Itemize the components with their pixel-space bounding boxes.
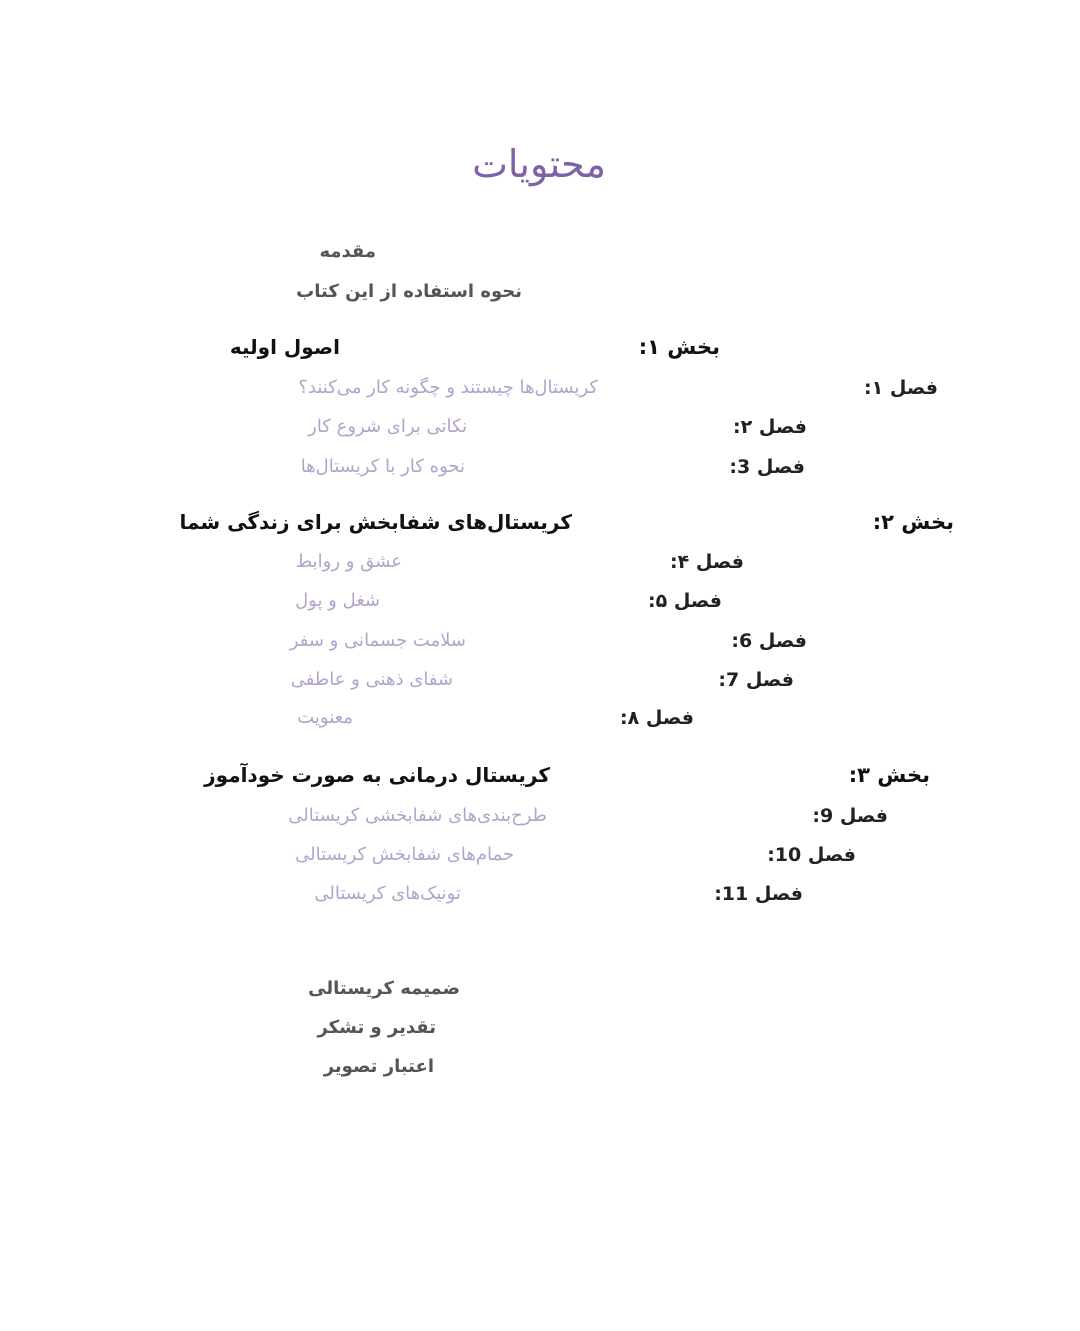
chapter-3-title[interactable]: نحوه کار با کریستال‌ها — [300, 456, 465, 477]
chapter-4-label[interactable]: فصل ۴: — [670, 551, 744, 573]
chapter-11-title[interactable]: تونیک‌های کریستالی — [314, 883, 461, 904]
back-item-appendix[interactable]: ضمیمه کریستالی — [308, 978, 460, 999]
front-item-intro[interactable]: مقدمه — [319, 241, 376, 262]
front-item-how-to-use[interactable]: نحوه استفاده از این کتاب — [296, 281, 522, 302]
chapter-1-label[interactable]: فصل ۱: — [864, 377, 938, 399]
chapter-9-label[interactable]: فصل 9: — [812, 805, 888, 827]
chapter-7-title[interactable]: شفای ذهنی و عاطفی — [290, 669, 453, 690]
part-1-title[interactable]: اصول اولیه — [229, 335, 340, 359]
chapter-5-label[interactable]: فصل ۵: — [648, 590, 722, 612]
page-title: محتویات — [472, 142, 606, 186]
back-item-image-credits[interactable]: اعتبار تصویر — [323, 1056, 434, 1077]
part-3-label[interactable]: بخش ۳: — [848, 763, 930, 787]
chapter-2-label[interactable]: فصل ۲: — [733, 416, 807, 438]
chapter-1-title[interactable]: کریستال‌ها چیستند و چگونه کار می‌کنند؟ — [298, 377, 598, 398]
chapter-10-label[interactable]: فصل 10: — [767, 844, 856, 866]
chapter-6-title[interactable]: سلامت جسمانی و سفر — [289, 630, 466, 651]
part-3-title[interactable]: کریستال درمانی به صورت خودآموز — [204, 763, 550, 787]
chapter-5-title[interactable]: شغل و پول — [295, 590, 380, 611]
chapter-8-title[interactable]: معنویت — [297, 707, 353, 728]
back-item-acknowledgements[interactable]: تقدیر و تشکر — [317, 1017, 436, 1038]
part-2-title[interactable]: کریستال‌های شفابخش برای زندگی شما — [179, 510, 572, 534]
chapter-6-label[interactable]: فصل 6: — [731, 630, 807, 652]
chapter-3-label[interactable]: فصل 3: — [729, 456, 805, 478]
part-2-label[interactable]: بخش ۲: — [872, 510, 954, 534]
chapter-10-title[interactable]: حمام‌های شفابخش کریستالی — [295, 844, 514, 865]
chapter-4-title[interactable]: عشق و روابط — [295, 551, 402, 572]
part-1-label[interactable]: بخش ۱: — [638, 335, 720, 359]
chapter-2-title[interactable]: نکاتی برای شروع کار — [308, 416, 467, 437]
chapter-9-title[interactable]: طرح‌بندی‌های شفابخشی کریستالی — [288, 805, 547, 826]
chapter-11-label[interactable]: فصل 11: — [714, 883, 803, 905]
chapter-7-label[interactable]: فصل 7: — [718, 669, 794, 691]
chapter-8-label[interactable]: فصل ۸: — [620, 707, 694, 729]
